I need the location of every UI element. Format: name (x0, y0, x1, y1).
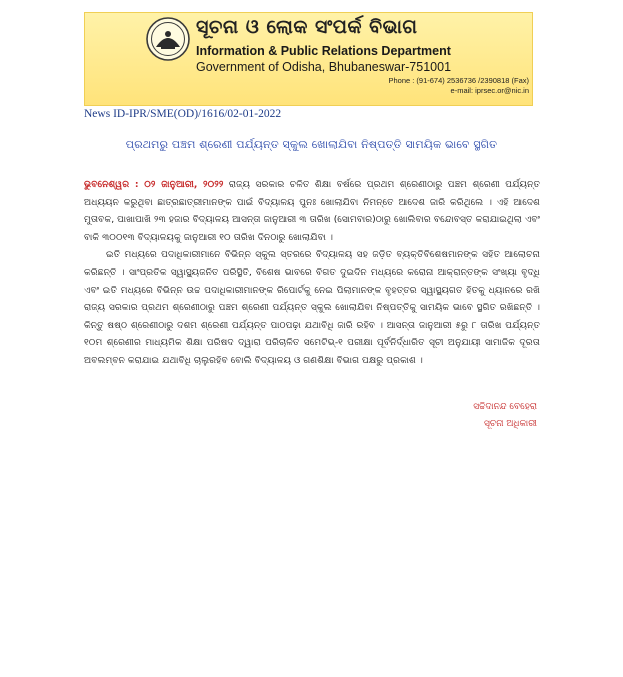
signatory-designation: ସୂଚନା ଅଧିକାରୀ (483, 419, 537, 429)
signatory-name: ସଚ୍ଚିଦାନନ୍ଦ ବେହେରା (473, 402, 537, 412)
dateline: ଭୁବନେଶ୍ୱର : ୦୨ ଜାନୁଆରୀ, ୨୦୨୨ (84, 179, 224, 190)
headline: ପ୍ରଥମରୁ ପଞ୍ଚମ ଶ୍ରେଣୀ ପର୍ଯ୍ୟନ୍ତ ସ୍କୁଲ ଖୋଲାଯିବା ନିଷ୍ପତ୍ତି ସାମୟିକ ଭାବେ ସ୍ଥଗିତ (125, 138, 498, 151)
email-line: e-mail: iprsec.or@nic.in (450, 86, 529, 95)
department-title-english: Information & Public Relations Department (196, 44, 451, 58)
phone-line: Phone : (91-674) 2536736 /2390818 (Fax) (388, 76, 529, 85)
press-release-body (84, 176, 540, 370)
paragraph-1-text: ରାଜ୍ୟ ସରକାର ଚଳିତ ଶିକ୍ଷା ବର୍ଷରେ ପ୍ରଥମ ଶ୍ରେଣୀଠାରୁ ପଞ୍ଚମ ଶ୍ରେଣୀ ପର୍ଯ୍ୟନ୍ତ ଅଧ୍ୟୟନ କରୁଥିବା ଛାତ୍ରଛାତ୍ରୀମାନଙ୍କ ପାଇଁ ବିଦ୍ୟାଳୟ ପୁନଃ ଖୋଲାଯିବା ନିମନ୍ତେ ଆଦେଶ ଜାରି କରିଥିଲେ । ଏହି ଆଦେଶ ମୁତାବକ, ପାଖାପାଖି ୨୩ ହଜାର ବିଦ୍ୟାଳୟ ଆସନ୍ତା ଜାନୁଆରୀ ୩ ତାରିଖ (ସୋମବାର)ଠାରୁ ଖୋଲିବାର ବନ୍ଦୋବସ୍ତ କରାଯାଇଥିଲା ଏବଂ ବାକି ୩୦୦୧୩ ବିଦ୍ୟାଳୟକୁ ଜାନୁଆରୀ ୧୦ ତାରିଖ ଦିନଠାରୁ ଖୋଲାଯିବା । (84, 179, 540, 243)
news-id: News ID-IPR/SME(OD)/1616/02-01-2022 (84, 108, 282, 120)
odisha-emblem-icon (146, 17, 190, 61)
paragraph-2: ଇତି ମଧ୍ୟରେ ପଦାଧିକାରୀମାନେ ବିଭିନ୍ନ ସ୍କୁଲ ସ୍ତରରେ ବିଦ୍ୟାଳୟ ସହ ଜଡ଼ିତ ବ୍ୟକ୍ତିବିଶେଷମାନଙ୍କ ସହିତ ଆଲୋଚନା କରିଛନ୍ତି । ସାଂପ୍ରତିକ ସ୍ୱାସ୍ଥ୍ୟଜନିତ ପରିସ୍ଥିତି, ବିଶେଷ ଭାବରେ ବିଗତ ଦୁଇଦିନ ମଧ୍ୟରେ କରୋନା ଆକ୍ରାନ୍ତଙ୍କ ସଂଖ୍ୟା ବୃଦ୍ଧି ଏବଂ ଇତି ମଧ୍ୟରେ ବିଭିନ୍ନ ଉଚ୍ଚ ପଦାଧିକାରୀମାନଙ୍କ ରିପୋର୍ଟକୁ ନେଇ ପିଲାମାନଙ୍କ ବୃହତ୍ତର ସ୍ୱାସ୍ଥ୍ୟଗତ ହିତକୁ ଧ୍ୟାନରେ ରଖି ରାଜ୍ୟ ସରକାର ପ୍ରଥମ ଶ୍ରେଣୀଠାରୁ ପଞ୍ଚମ ଶ୍ରେଣୀ ପର୍ଯ୍ୟନ୍ତ ସ୍କୁଲ ଖୋଲାଯିବା ନିଷ୍ପତ୍ତିକୁ ସାମୟିକ ଭାବେ ସ୍ଥଗିତ ରଖିଛନ୍ତି । କିନ୍ତୁ ଷଷ୍ଠ ଶ୍ରେଣୀଠାରୁ ଦଶମ ଶ୍ରେଣୀ ପର୍ଯ୍ୟନ୍ତ ପାଠପଢ଼ା ଯଥାବିଧି ଜାରି ରହିବ । ଆସନ୍ତା ଜାନୁଆରୀ ୫ରୁ ୮ ତାରିଖ ପର୍ଯ୍ୟନ୍ତ ୧୦ମ ଶ୍ରେଣୀର ମାଧ୍ୟମିକ ଶିକ୍ଷା ପରିଷଦ ଦ୍ୱାରା ପରିଚାଳିତ ସମେଟିଭ୍‌-୧ ପରୀକ୍ଷା ପୂର୍ବନିର୍ଦ୍ଧାରିତ ସୂଚୀ ଅନୁଯାୟୀ ସାମାଜିକ ଦୂରତା ଅବଲମ୍ବନ କରାଯାଇ ଯଥାବିଧି ଚାଲୁରହିବ ବୋଲି ବିଦ୍ୟାଳୟ ଓ ଗଣଶିକ୍ଷା ବିଭାଗ ପକ୍ଷରୁ ପ୍ରକାଶ । (84, 249, 540, 366)
paragraph-1 (84, 176, 540, 246)
government-line: Government of Odisha, Bhubaneswar-751001 (196, 60, 452, 74)
department-title-odia: ସୂଚନା ଓ ଲୋକ ସଂପର୍କ ବିଭାଗ (196, 16, 418, 38)
